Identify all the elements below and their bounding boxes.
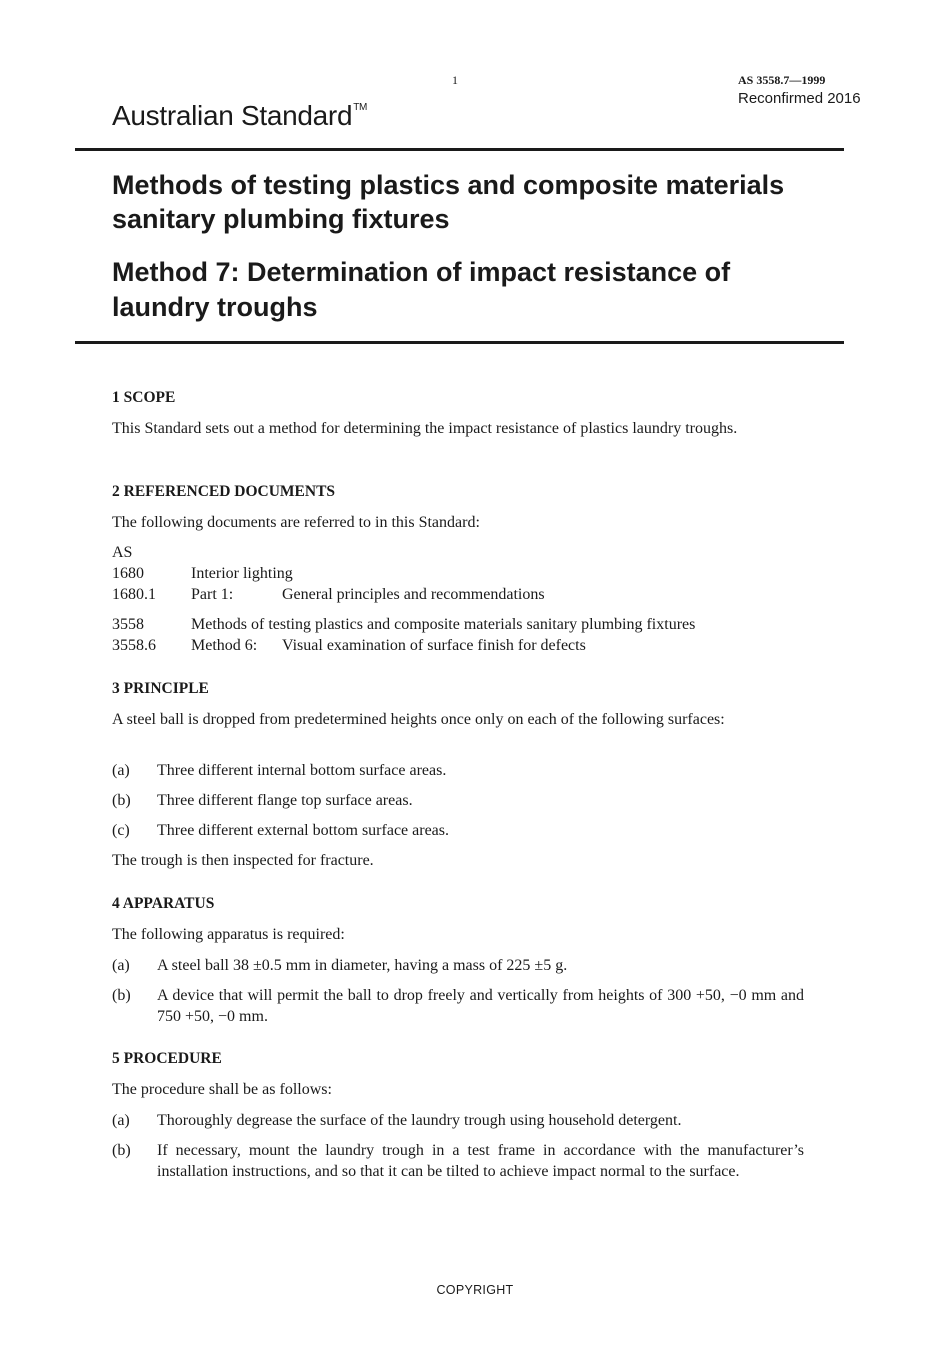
references-prefix: AS <box>112 544 133 561</box>
list-item-label: (c) <box>112 822 130 839</box>
reference-title: Interior lighting <box>191 565 293 582</box>
reference-title: Method 6: <box>191 637 258 654</box>
list-item <box>112 1140 804 1182</box>
reference-number: 1680.1 <box>112 586 156 603</box>
reference-number: 1680 <box>112 565 144 582</box>
list-item-text: Three different external bottom surface areas. <box>157 822 449 839</box>
document-title: Methods of testing plastics and composite materials sanitary plumbing fixtures <box>112 170 785 234</box>
reconfirmed-date: Reconfirmed 2016 <box>738 90 861 107</box>
trademark-mark: TM <box>353 102 368 113</box>
brand-title <box>112 100 367 132</box>
reference-title: Methods of testing plastics and composite materials sanitary plumbing fixtures <box>191 616 696 633</box>
reference-subtitle: General principles and recommendations <box>282 586 545 603</box>
reference-subtitle: Visual examination of surface finish for defects <box>282 637 586 654</box>
list-item-text: Thoroughly degrease the surface of the laundry trough using household detergent. <box>157 1112 682 1129</box>
top-divider <box>75 148 844 151</box>
references-heading: 2 REFERENCED DOCUMENTS <box>112 483 336 500</box>
brand-name: Australian Standard <box>112 100 353 131</box>
procedure-intro: The procedure shall be as follows: <box>112 1081 332 1098</box>
list-item-label: (b) <box>112 987 131 1004</box>
list-item-label: (a) <box>112 762 130 779</box>
reference-number: 3558.6 <box>112 637 156 654</box>
apparatus-intro: The following apparatus is required: <box>112 926 345 943</box>
list-item <box>112 1110 804 1131</box>
principle-outro: The trough is then inspected for fracture. <box>112 852 374 869</box>
references-intro: The following documents are referred to in this Standard: <box>112 514 480 531</box>
scope-text: This Standard sets out a method for determining the impact resistance of plastics laundry troughs. <box>112 420 738 437</box>
reference-number: 3558 <box>112 616 144 633</box>
list-item-text: Three different flange top surface areas. <box>157 792 413 809</box>
list-item <box>112 790 804 811</box>
list-item-text: Three different internal bottom surface areas. <box>157 762 447 779</box>
apparatus-heading: 4 APPARATUS <box>112 895 215 912</box>
list-item <box>112 760 804 781</box>
standard-number: AS 3558.7—1999 <box>738 73 826 87</box>
principle-heading: 3 PRINCIPLE <box>112 680 209 697</box>
list-item-label: (a) <box>112 957 130 974</box>
scope-heading: 1 SCOPE <box>112 389 176 406</box>
page-number: 1 <box>452 73 458 87</box>
bottom-divider <box>75 341 844 344</box>
principle-intro: A steel ball is dropped from predetermined heights once only on each of the following surfaces: <box>112 711 725 728</box>
list-item <box>112 955 804 976</box>
copyright-footer: COPYRIGHT <box>436 1283 514 1297</box>
list-item <box>112 985 804 1027</box>
list-item-label: (a) <box>112 1112 130 1129</box>
list-item-text: A steel ball 38 ±0.5 mm in diameter, having a mass of 225 ±5 g. <box>157 957 568 974</box>
list-item-text: If necessary, mount the laundry trough in a test frame in accordance with the manufacturer’s installation instructions, and so that it can be tilted to achieve impact normal to the surface. <box>157 1142 804 1180</box>
procedure-heading: 5 PROCEDURE <box>112 1050 222 1067</box>
list-item-text: A device that will permit the ball to drop freely and vertically from heights of 300 +50, −0 mm and 750 +50, −0 mm. <box>157 987 804 1025</box>
list-item-label: (b) <box>112 1142 131 1159</box>
reference-title: Part 1: <box>191 586 234 603</box>
list-item-label: (b) <box>112 792 131 809</box>
list-item <box>112 820 804 841</box>
method-title: Method 7: Determination of impact resistance of laundry troughs <box>112 257 731 322</box>
